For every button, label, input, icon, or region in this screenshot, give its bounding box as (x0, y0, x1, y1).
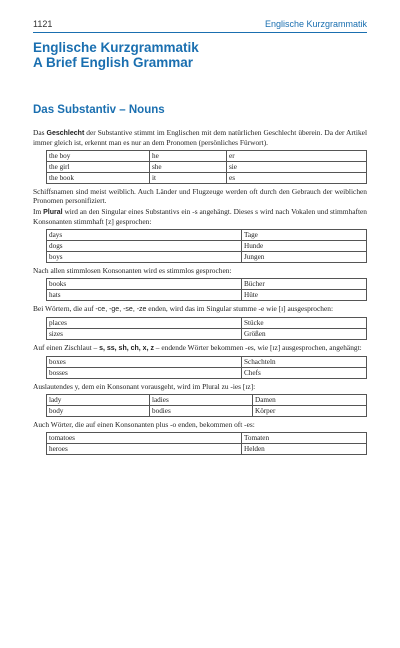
table-cell: the book (47, 173, 150, 184)
table-cell: Tomaten (242, 433, 367, 444)
table-row (47, 318, 367, 329)
text-run: Im (33, 207, 44, 216)
table-cell: books (47, 279, 242, 290)
paragraph-gender (33, 128, 367, 147)
paragraph-sibilant (33, 343, 367, 353)
text-run: der Substantive stimmt im Englischen mit dem natürlichen Geschlecht überein. Da der Artikel immer gleich ist, erkennt man es nur an dem Pronomen (persönliches Fürwort). (33, 128, 367, 147)
paragraph-silent-e (33, 304, 367, 314)
table-silent-e (46, 317, 367, 340)
table-cell: er (227, 151, 367, 162)
table-cell: Größen (242, 329, 367, 340)
body-text (33, 128, 367, 458)
paragraph-plural (33, 207, 367, 226)
paragraph-ships: Schiffsnamen sind meist weiblich. Auch Länder und Flugzeuge werden oft durch den Gebrauch der weiblichen Pronomen personifiziert. (33, 187, 367, 205)
paragraph-final-o: Auch Wörter, die auf einen Konsonanten plus -o enden, bekommen oft -es: (33, 420, 255, 429)
section-heading: Das Substantiv – Nouns (33, 104, 165, 116)
table-row (47, 444, 367, 455)
table-cell: she (150, 162, 227, 173)
table-cell: Chefs (242, 368, 367, 379)
table-row (47, 162, 367, 173)
running-header (33, 18, 367, 33)
table-row (47, 252, 367, 263)
table-row (47, 433, 367, 444)
table-cell: Stücke (242, 318, 367, 329)
text-run: Bei Wörtern, die auf (33, 304, 96, 313)
table-cell: sizes (47, 329, 242, 340)
table-voiced-plural (46, 229, 367, 263)
text-run: enden, wird das im Singular stumme -e wie [ɪ] ausgesprochen: (146, 304, 334, 313)
table-cell: sie (227, 162, 367, 173)
table-row (47, 395, 367, 406)
table-cell: places (47, 318, 242, 329)
table-row (47, 230, 367, 241)
table-row (47, 368, 367, 379)
table-row (47, 151, 367, 162)
table-row (47, 357, 367, 368)
title-german: Englische Kurzgrammatik (33, 40, 199, 55)
text-run: Auf einen Zischlaut – (33, 343, 100, 352)
table-row (47, 290, 367, 301)
table-cell: es (227, 173, 367, 184)
table-final-y (46, 394, 367, 417)
table-cell: lady (47, 395, 150, 406)
table-cell: body (47, 406, 150, 417)
table-cell: Jungen (242, 252, 367, 263)
text-run: Das (33, 128, 47, 137)
table-cell: heroes (47, 444, 242, 455)
table-cell: the girl (47, 162, 150, 173)
table-final-o (46, 432, 367, 455)
table-cell: Hüte (242, 290, 367, 301)
table-cell: it (150, 173, 227, 184)
table-row (47, 329, 367, 340)
table-cell: dogs (47, 241, 242, 252)
table-cell: Helden (242, 444, 367, 455)
table-cell: Schachteln (242, 357, 367, 368)
term-highlight: -ce, -ge, -se, -ze (95, 306, 147, 313)
term-highlight: s, ss, sh, ch, x, z (99, 345, 154, 352)
text-run: wird an den Singular eines Substantivs ein -s angehängt. Dieses s wird nach Vokalen und stimmhaften Konsonanten stimmhaft [z] gesprochen: (33, 207, 367, 226)
table-cell: Körper (253, 406, 367, 417)
table-cell: tomatoes (47, 433, 242, 444)
table-cell: Damen (253, 395, 367, 406)
table-row (47, 241, 367, 252)
table-cell: bosses (47, 368, 242, 379)
table-cell: Hunde (242, 241, 367, 252)
table-cell: the boy (47, 151, 150, 162)
table-cell: days (47, 230, 242, 241)
running-title: Englische Kurzgrammatik (264, 19, 367, 29)
table-cell: boxes (47, 357, 242, 368)
table-cell: bodies (150, 406, 253, 417)
page-title (33, 40, 199, 70)
table-sibilant (46, 356, 367, 379)
table-cell: he (150, 151, 227, 162)
title-english: A Brief English Grammar (33, 55, 194, 70)
table-pronouns (46, 150, 367, 184)
table-row (47, 279, 367, 290)
table-cell: boys (47, 252, 242, 263)
table-cell: Bücher (242, 279, 367, 290)
paragraph-voiceless: Nach allen stimmlosen Konsonanten wird es stimmlos gesprochen: (33, 266, 232, 275)
table-row (47, 406, 367, 417)
term-highlight: Plural (43, 209, 63, 216)
table-cell: Tage (242, 230, 367, 241)
table-row (47, 173, 367, 184)
table-voiceless-plural (46, 278, 367, 301)
table-cell: ladies (150, 395, 253, 406)
page-number: 1121 (33, 19, 53, 29)
paragraph-final-y: Auslautendes y, dem ein Konsonant vorausgeht, wird im Plural zu -ies [ɪz]: (33, 382, 256, 391)
text-run: – endende Wörter bekommen -es, wie [ɪz] ausgesprochen, angehängt: (153, 343, 362, 352)
table-cell: hats (47, 290, 242, 301)
term-highlight: Geschlecht (46, 130, 85, 137)
